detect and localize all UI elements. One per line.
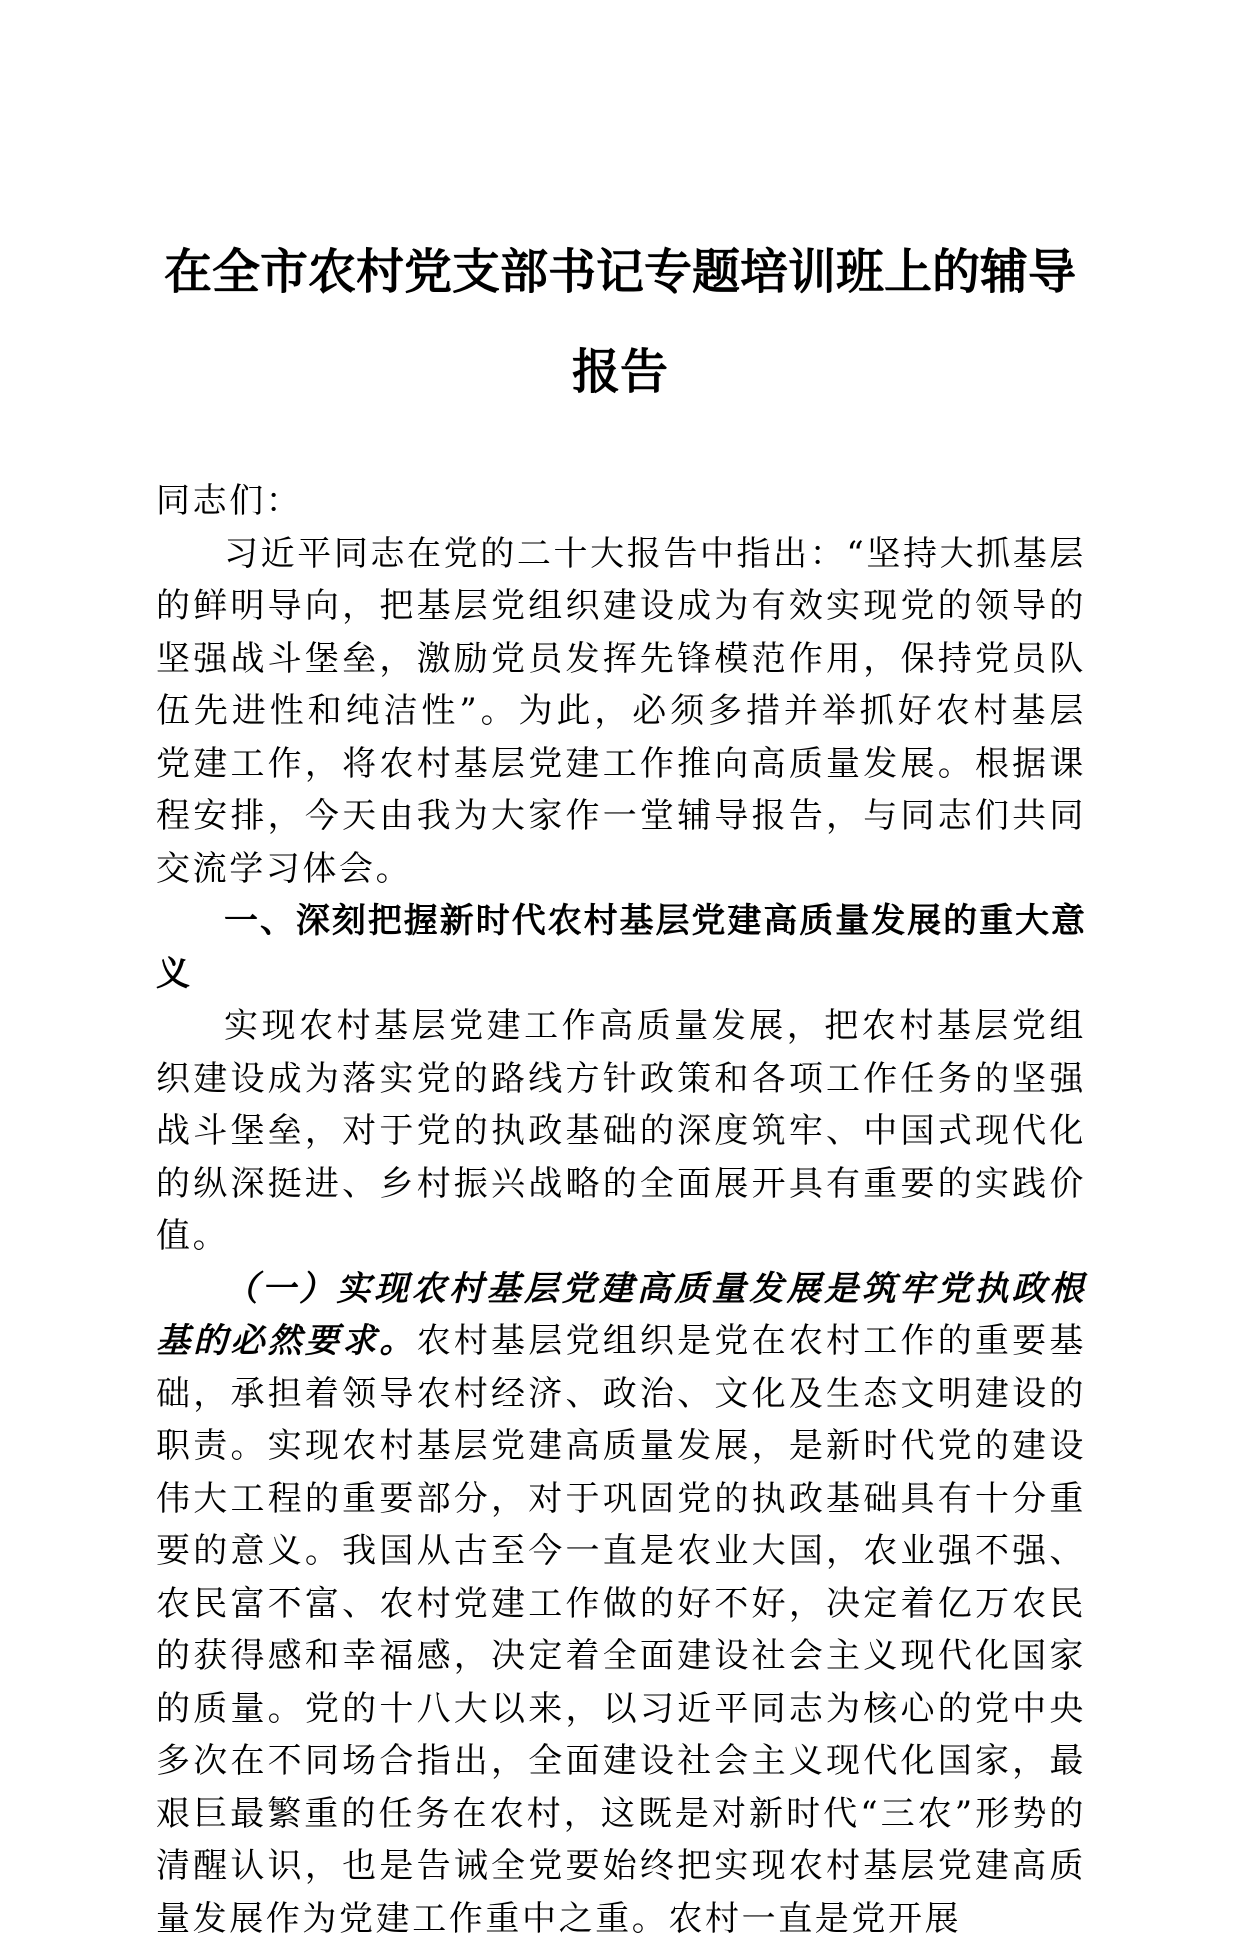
- section-heading: 一、深刻把握新时代农村基层党建高质量发展的重大意义: [156, 895, 1086, 1000]
- document-body: [156, 475, 1086, 1945]
- document-title: 在全市农村党支部书记专题培训班上的辅导报告: [150, 222, 1090, 422]
- salutation: 同志们：: [156, 475, 1086, 528]
- subsection-lead: （一）实现农村基层党建高质量发展是筑牢党执政根基的必然要求。: [156, 1269, 1086, 1362]
- subsection-paragraph: [156, 1263, 1086, 1945]
- section-paragraph: 实现农村基层党建工作高质量发展，把农村基层党组织建设成为落实党的路线方针政策和各项工作任务的坚强战斗堡垒，对于党的执政基础的深度筑牢、中国式现代化的纵深挺进、乡村振兴战略的全面展开具有重要的实践价值。: [156, 1000, 1086, 1263]
- intro-paragraph: 习近平同志在党的二十大报告中指出：“坚持大抓基层的鲜明导向，把基层党组织建设成为有效实现党的领导的坚强战斗堡垒，激励党员发挥先锋模范作用，保持党员队伍先进性和纯洁性”。为此，必须多措并举抓好农村基层党建工作，将农村基层党建工作推向高质量发展。根据课程安排，今天由我为大家作一堂辅导报告，与同志们共同交流学习体会。: [156, 528, 1086, 896]
- subsection-text: 农村基层党组织是党在农村工作的重要基础，承担着领导农村经济、政治、文化及生态文明建设的职责。实现农村基层党建高质量发展，是新时代党的建设伟大工程的重要部分，对于巩固党的执政基础具有十分重要的意义。我国从古至今一直是农业大国，农业强不强、农民富不富、农村党建工作做的好不好，决定着亿万农民的获得感和幸福感，决定着全面建设社会主义现代化国家的质量。党的十八大以来，以习近平同志为核心的党中央多次在不同场合指出，全面建设社会主义现代化国家，最艰巨最繁重的任务在农村，这既是对新时代“三农”形势的清醒认识，也是告诫全党要始终把实现农村基层党建高质量发展作为党建工作重中之重。农村一直是党开展: [156, 1321, 1086, 1939]
